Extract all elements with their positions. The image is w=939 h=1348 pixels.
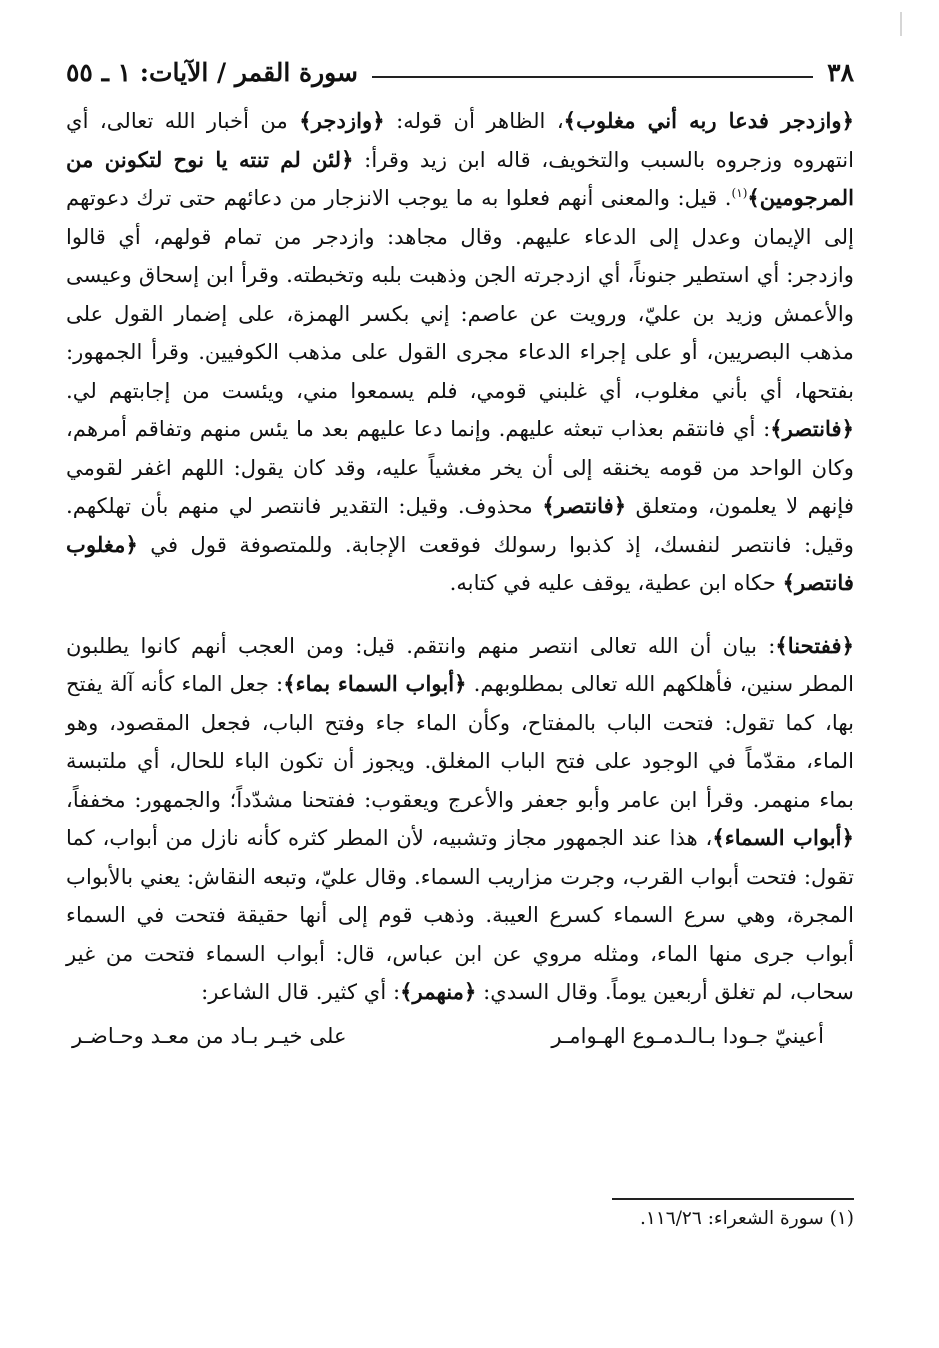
paragraph-1 (66, 102, 854, 603)
text-run: ، الظاهر أن قوله: (384, 108, 564, 133)
text-run: : جعل الماء كأنه آلة يفتح بها، كما تقول: فتحت الباب بالمفتاح، وكأن الماء جاء وفتح الباب، فجعل المقصود، وهو الماء، مقدّماً في الوجود على فتح الباب المغلق. ويجوز أن تكون الباء للحال، أي ملتبسة بماء منهمر. وقرأ ابن عامر وأبو جعفر والأعرج ويعقوب: ففتحنا مشدّداً؛ والجمهور: مخففاً، (66, 671, 854, 812)
quran-quote: ﴿أبواب السماء﴾ (712, 825, 854, 850)
text-run: . قيل: والمعنى أنهم فعلوا به ما يوجب الانزجار من دعائهم حتى ترك دعوتهم إلى الإيمان وعدل إلى الدعاء عليهم. وقال مجاهد: وازدجر من تمام قولهم، أي قالوا وازدجر: أي استطير جنوناً، أي ازدجرته الجن وذهبت بلبه وتخبطته. وقرأ ابن إسحاق وعيسى والأعمش وزيد بن عليّ، ورويت عن عاصم: إني بكسر الهمزة، على إضمار القول على مذهب البصريين، أو على إجراء الدعاء مجرى القول على مذهب الكوفيين. وقرأ الجمهور: بفتحها، أي بأني مغلوب، أي غلبني قومي، فلم يسمعوا مني، ويئست من إجابتهم لي. (66, 185, 854, 403)
quran-quote: ﴿فانتصر﴾ (542, 493, 627, 518)
footnote: (١) سورة الشعراء: ١١٦/٢٦. (640, 1208, 854, 1229)
verse-second-hemistich: على خيـر بـاد من معـد وحـاضـر (72, 1022, 347, 1048)
text-run: : بيان أن الله تعالى انتصر منهم وانتقم. قيل: ومن العجب أنهم كانوا يطلبون المطر سنين، فأهلكهم الله تعالى بمطلوبهم. (66, 632, 855, 696)
quran-quote: ﴿أبواب السماء بماء﴾ (283, 671, 467, 696)
page-header (66, 50, 854, 94)
quran-quote: ﴿فانتصر﴾ (770, 416, 854, 441)
header-rule (372, 76, 813, 78)
text-run: : أي فانتقم بعذاب تبعثه عليهم. وإنما دعا عليهم بعد ما يئس منهم وتفاقم أمرهم، وكان الواحد من قومه يخنقه إلى أن يخر مغشياً عليه، وقد كان يقول: اللهم اغفر لقومي فإنهم لا يعلمون، ومتعلق (66, 416, 854, 518)
quran-quote: ﴿مغلوب فانتصر﴾ (66, 531, 854, 595)
text-run: من أخبار الله تعالى، أي انتهروه وزجروه بالسبب والتخويف، قاله ابن زيد وقرأ: (66, 108, 854, 172)
quran-quote: ﴿وازدجر﴾ (299, 108, 385, 133)
quran-quote: ﴿لئن لم تنته يا نوح لتكونن من المرجومين﴾ (66, 146, 854, 210)
quran-quote: ﴿وازدجر فدعا ربه أني مغلوب﴾ (563, 108, 854, 133)
text-run: ، هذا عند الجمهور مجاز وتشبيه، لأن المطر كثره كأنه نازل من أبواب، كما تقول: فتحت أبواب القرب، وجرت مزاريب السماء. وقال عليّ، وتبعه النقاش: يعني بالأبواب المجرة، وهي سرع السماء كسرع العيبة. وذهب قوم إلى أنها حقيقة فتحت في السماء أبواب جرى منها الماء، ومثله مروي عن ابن عباس، قال: أبواب السماء فتحت من غير سحاب، لم تغلق أربعين يوماً. وقال السدي: (66, 825, 854, 1004)
scan-mark (900, 12, 902, 36)
poetry-verse (66, 1016, 854, 1056)
page-number: ٣٨ (827, 57, 854, 87)
verse-first-hemistich: أعينيّ جـودا بـالـدمـوع الهـوامـر (551, 1022, 824, 1048)
footnote-rule (612, 1198, 854, 1200)
quran-quote: ﴿ففتحنا﴾ (775, 632, 854, 658)
running-title: سورة القمر / الآيات: ١ ـ ٥٥ (66, 57, 359, 87)
text-run: حكاه ابن عطية، يوقف عليه في كتابه. (449, 570, 783, 595)
quran-quote: ﴿منهمر﴾ (400, 979, 477, 1004)
text-run: : أي كثير. قال الشاعر: (201, 979, 401, 1004)
text-run: محذوف. وقيل: التقدير فانتصر لي منهم بأن تهلكهم. وقيل: فانتصر لنفسك، إذ كذبوا رسولك فوقعت الإجابة. وللمتصوفة قول في (66, 493, 854, 557)
paragraph-2 (66, 627, 854, 1012)
book-page (66, 50, 854, 1310)
footnote-marker: (١) (731, 185, 748, 200)
